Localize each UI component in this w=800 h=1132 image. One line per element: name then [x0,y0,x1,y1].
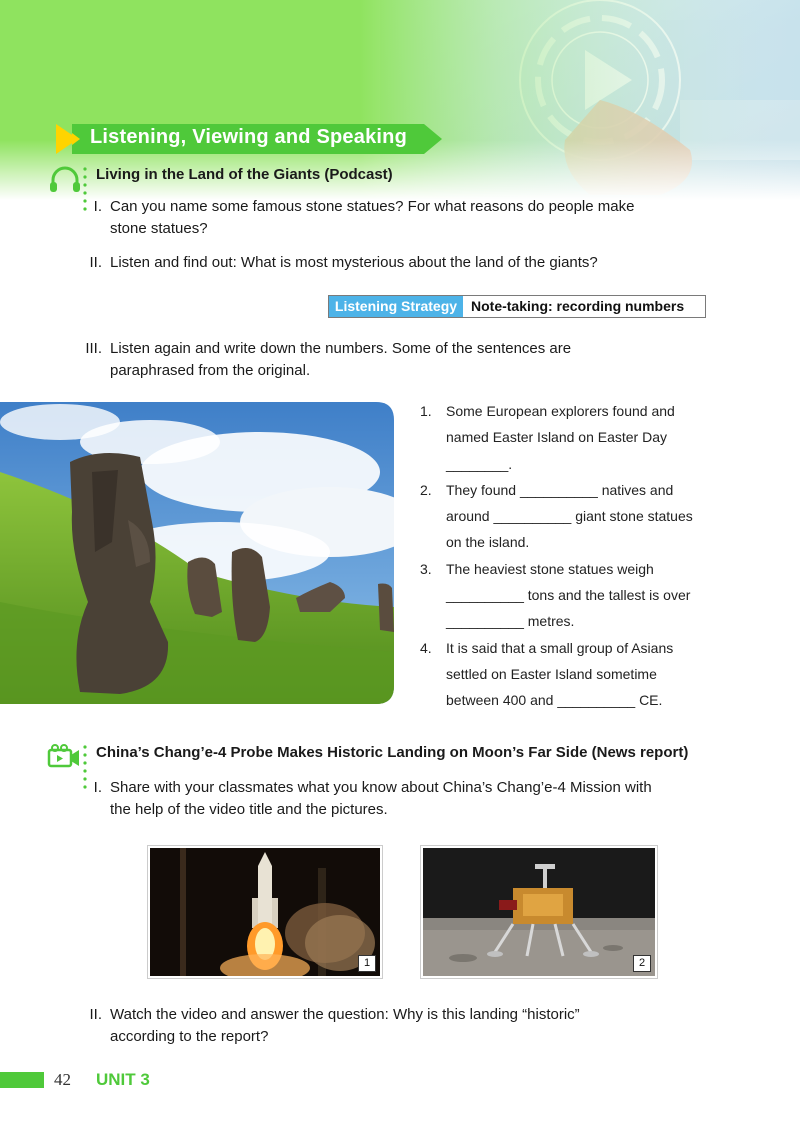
fill-in-question-list [420,398,720,714]
question-number: 3. [420,560,432,577]
question-text-line: ________. [446,455,513,472]
news-title: China’s Chang’e-4 Probe Makes Historic Landing on Moon’s Far Side (News report) [96,744,689,761]
strategy-text: Note-taking: recording numbers [471,298,685,314]
podcast-title: Living in the Land of the Giants (Podcast) [96,166,393,183]
unit-label: UNIT 3 [96,1070,150,1089]
question-text-line: __________ metres. [446,613,575,630]
question-text-line: named Easter Island on Easter Day [446,429,668,446]
lunar-lander-image [423,848,655,976]
fill-in-question [420,635,720,714]
question-text-line: Watch the video and answer the question: Why is this landing “historic” [110,1006,580,1023]
question-text-line: The heaviest stone statues weigh [446,560,654,577]
question-number: II. [89,254,102,271]
question-text-line: They found __________ natives and [446,481,674,498]
question-text-line: according to the report? [110,1028,269,1045]
question-text-line: Share with your classmates what you know about China’s Chang’e-4 Mission with [110,779,652,796]
question-text-line: settled on Easter Island sometime [446,665,657,682]
question-text-line: on the island. [446,534,530,551]
question-text-line: Listen and find out: What is most mysterious about the land of the giants? [110,254,598,271]
question-text-line: Listen again and write down the numbers. Some of the sentences are [110,340,572,357]
question-number: III. [85,340,102,357]
question-text-line: Some European explorers found and [446,403,675,419]
question-text-line: the help of the video title and the pictures. [110,801,388,818]
listening-strategy-box [328,295,706,318]
section-title: Listening, Viewing and Speaking [90,126,407,148]
question-number: I. [93,779,102,796]
section-title-ribbon [72,124,442,154]
question-number: 4. [420,639,432,656]
question-number: I. [93,198,102,215]
question-text-line: between 400 and __________ CE. [446,692,663,709]
rocket-launch-image [150,848,380,976]
headphones-icon [48,166,82,194]
question-text-line: paraphrased from the original. [110,362,311,379]
fill-in-question [420,398,720,477]
lunar-lander-photo [421,846,657,978]
photo-number-badge: 1 [358,955,376,972]
question-number: 1. [420,403,432,419]
rocket-launch-photo [148,846,382,978]
strategy-tag: Listening Strategy [329,296,463,317]
question-text-line: __________ tons and the tallest is over [446,587,691,604]
question-text-line: Can you name some famous stone statues? For what reasons do people make [110,198,635,215]
question-number: II. [89,1006,102,1023]
question-text-line: stone statues? [110,220,208,237]
arrow-icon [56,124,86,154]
fill-in-question [420,477,720,556]
footer-color-bar [0,1072,44,1088]
photo-number-badge: 2 [633,955,651,972]
question-text-line: around __________ giant stone statues [446,508,693,525]
video-camera-icon [47,744,81,770]
fill-in-question [420,556,720,635]
question-text-line: It is said that a small group of Asians [446,639,674,656]
page-number: 42 [54,1070,71,1089]
question-number: 2. [420,481,432,498]
easter-island-photo [0,402,394,704]
